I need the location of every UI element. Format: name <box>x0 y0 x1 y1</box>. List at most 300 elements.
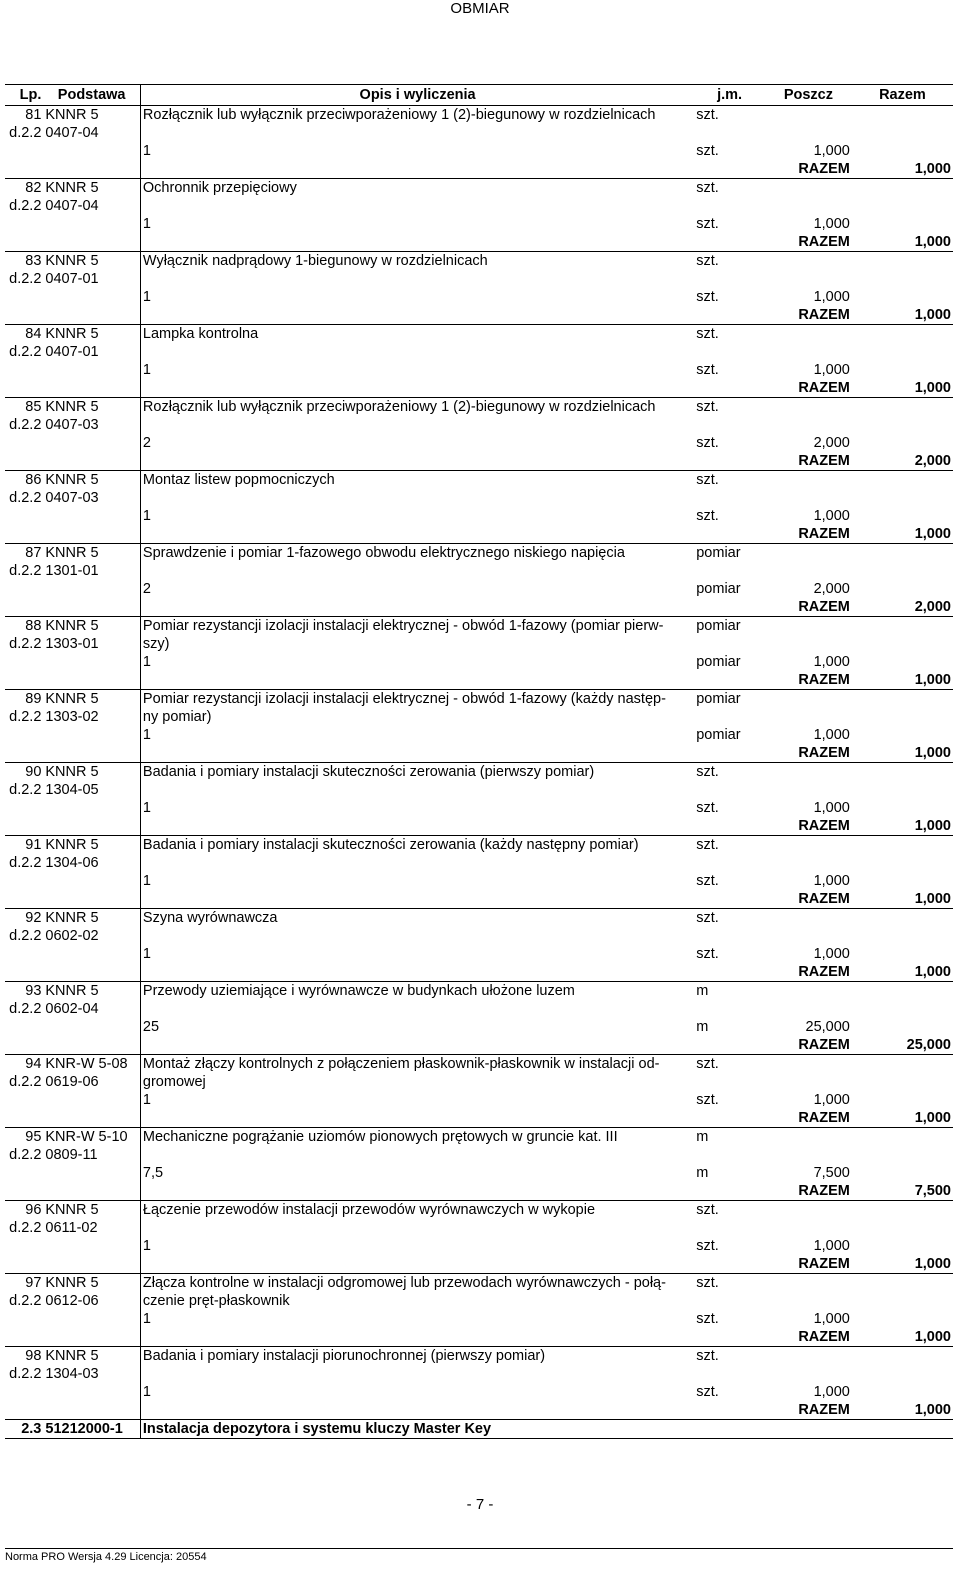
razem-label: RAZEM <box>765 525 852 544</box>
calc-poszcz: 1,000 <box>813 362 850 378</box>
razem-empty <box>43 1328 140 1347</box>
item-razem-cont <box>852 416 953 434</box>
item-poszcz-empty <box>765 690 852 709</box>
calc-empty <box>5 507 43 525</box>
header-opis: Opis i wyliczenia <box>140 85 694 106</box>
item-opis: Montaż złączy kontrolnych z połączeniem płaskownik-płaskownik w instalacji od- <box>140 1055 694 1074</box>
item-opis: Badania i pomiary instalacji skuteczności zerowania (każdy następny pomiar) <box>140 836 694 855</box>
razem-empty <box>43 963 140 982</box>
item-razem-empty <box>852 708 953 726</box>
calc-jm: szt. <box>696 800 719 816</box>
razem-row <box>5 1182 953 1201</box>
calc-poszcz: 1,000 <box>813 1384 850 1400</box>
razem-empty <box>694 1182 765 1201</box>
calc-row <box>5 872 953 890</box>
calc-poszcz: 1,000 <box>813 873 850 889</box>
item-razem-cont <box>852 124 953 142</box>
item-poszcz-empty <box>765 106 852 125</box>
calc-qty: 2 <box>140 580 694 598</box>
item-poszcz-empty <box>765 544 852 563</box>
calc-empty <box>852 507 953 525</box>
item-poszcz <box>765 635 852 653</box>
footer-divider <box>5 1548 953 1549</box>
razem-empty <box>694 525 765 544</box>
item-jm2 <box>694 1073 765 1091</box>
item-poszcz-empty <box>765 1201 852 1220</box>
item-opis: Lampka kontrolna <box>140 325 694 344</box>
item-jm2 <box>694 1292 765 1310</box>
item-opis-cont <box>140 562 694 580</box>
item-lp: 95 <box>25 1129 42 1145</box>
item-jm: szt. <box>696 1056 719 1072</box>
razem-empty <box>43 598 140 617</box>
calc-empty <box>43 507 140 525</box>
item-lp-sub: d.2.2 <box>9 782 42 798</box>
razem-empty <box>5 525 43 544</box>
item-opis: Wyłącznik nadprądowy 1-biegunowy w rozdzielnicach <box>140 252 694 271</box>
item-opis-cont <box>140 781 694 799</box>
section-row <box>5 1420 953 1439</box>
item-lp-sub: d.2.2 <box>9 1147 42 1163</box>
item-razem-cont <box>852 1219 953 1237</box>
item-poszcz-cont <box>765 927 852 945</box>
item-lp: 87 <box>25 545 42 561</box>
item-razem-empty <box>852 982 953 1001</box>
item-row-cont <box>5 343 953 361</box>
razem-value: 1,000 <box>852 963 953 982</box>
calc-row <box>5 945 953 963</box>
razem-label: RAZEM <box>765 963 852 982</box>
razem-label: RAZEM <box>765 379 852 398</box>
razem-empty <box>43 1401 140 1420</box>
razem-empty <box>140 1036 694 1055</box>
item-opis: Rozłącznik lub wyłącznik przeciwporażeniowy 1 (2)-biegunowy w rozdzielnicach <box>140 106 694 125</box>
calc-empty <box>43 434 140 452</box>
item-lp-sub: d.2.2 <box>9 417 42 433</box>
header-razem: Razem <box>852 85 953 106</box>
razem-label: RAZEM <box>765 1109 852 1128</box>
calc-qty: 1 <box>140 726 694 744</box>
calc-empty <box>5 1310 43 1328</box>
item-opis-cont <box>140 1219 694 1237</box>
razem-empty <box>5 379 43 398</box>
item-poszcz-empty <box>765 325 852 344</box>
calc-empty <box>852 945 953 963</box>
calc-row <box>5 142 953 160</box>
item-poszcz-cont <box>765 1219 852 1237</box>
item-jm: m <box>696 1129 709 1145</box>
calc-empty <box>852 361 953 379</box>
item-lp: 90 <box>25 764 42 780</box>
item-jm: szt. <box>696 399 719 415</box>
item-razem-empty <box>852 1055 953 1074</box>
calc-jm: m <box>696 1019 709 1035</box>
calc-qty: 1 <box>140 1383 694 1401</box>
item-row <box>5 106 953 125</box>
calc-empty <box>852 1310 953 1328</box>
razem-label: RAZEM <box>765 671 852 690</box>
calc-row <box>5 1091 953 1109</box>
item-podstawa: KNNR 5 <box>45 326 99 342</box>
calc-empty <box>852 434 953 452</box>
item-jm-cont <box>694 197 765 215</box>
item-row-cont <box>5 781 953 799</box>
calc-qty: 1 <box>140 361 694 379</box>
item-poszcz-cont <box>765 343 852 361</box>
calc-empty <box>43 580 140 598</box>
item-razem-cont <box>852 1000 953 1018</box>
item-poszcz-cont <box>765 562 852 580</box>
razem-empty <box>694 1036 765 1055</box>
razem-empty <box>140 1328 694 1347</box>
calc-empty <box>43 872 140 890</box>
item-row <box>5 617 953 636</box>
item-poszcz-empty <box>765 763 852 782</box>
item-podstawa: KNNR 5 <box>45 180 99 196</box>
razem-empty <box>140 1255 694 1274</box>
razem-row <box>5 1109 953 1128</box>
razem-empty <box>5 817 43 836</box>
item-jm2 <box>694 708 765 726</box>
razem-empty <box>694 671 765 690</box>
item-jm-cont <box>694 1219 765 1237</box>
item-opis: Pomiar rezystancji izolacji instalacji elektrycznej - obwód 1-fazowy (każdy następ- <box>140 690 694 709</box>
item-row <box>5 909 953 928</box>
item-podstawa: KNNR 5 <box>45 399 99 415</box>
razem-row <box>5 598 953 617</box>
item-opis: Badania i pomiary instalacji skuteczności zerowania (pierwszy pomiar) <box>140 763 694 782</box>
razem-empty <box>694 963 765 982</box>
item-lp: 86 <box>25 472 42 488</box>
razem-value: 1,000 <box>852 233 953 252</box>
calc-empty <box>852 580 953 598</box>
razem-empty <box>694 1255 765 1274</box>
item-podstawa: KNNR 5 <box>45 1202 99 1218</box>
razem-label: RAZEM <box>765 452 852 471</box>
razem-empty <box>694 598 765 617</box>
item-podstawa: KNNR 5 <box>45 1348 99 1364</box>
calc-jm: szt. <box>696 1092 719 1108</box>
item-opis-cont <box>140 1000 694 1018</box>
calc-poszcz: 1,000 <box>813 289 850 305</box>
item-row <box>5 1055 953 1074</box>
item-jm: szt. <box>696 1348 719 1364</box>
item-poszcz-empty <box>765 982 852 1001</box>
calc-empty <box>5 653 43 671</box>
calc-row <box>5 215 953 233</box>
razem-empty <box>43 744 140 763</box>
item-razem-empty <box>852 1292 953 1310</box>
razem-empty <box>694 233 765 252</box>
section-lp: 2.3 <box>5 1420 43 1439</box>
item-lp: 82 <box>25 180 42 196</box>
header-jm: j.m. <box>694 85 765 106</box>
razem-label: RAZEM <box>765 1401 852 1420</box>
razem-empty <box>140 890 694 909</box>
razem-value: 1,000 <box>852 744 953 763</box>
item-podstawa-sub: 1304-05 <box>45 782 99 798</box>
item-razem-cont <box>852 562 953 580</box>
item-jm-cont <box>694 1000 765 1018</box>
item-podstawa: KNNR 5 <box>45 691 99 707</box>
item-row-cont <box>5 1292 953 1310</box>
item-opis-cont <box>140 1365 694 1383</box>
item-razem-empty <box>852 836 953 855</box>
item-row-cont <box>5 489 953 507</box>
razem-empty <box>140 233 694 252</box>
item-row-cont <box>5 1073 953 1091</box>
item-row-cont <box>5 270 953 288</box>
calc-poszcz: 1,000 <box>813 727 850 743</box>
item-lp-sub: d.2.2 <box>9 1293 42 1309</box>
item-jm: szt. <box>696 837 719 853</box>
razem-empty <box>43 525 140 544</box>
razem-empty <box>694 379 765 398</box>
item-poszcz-empty <box>765 1128 852 1147</box>
item-lp-sub: d.2.2 <box>9 855 42 871</box>
item-opis-cont <box>140 1146 694 1164</box>
razem-row <box>5 817 953 836</box>
item-lp-sub: d.2.2 <box>9 1001 42 1017</box>
calc-empty <box>43 1018 140 1036</box>
calc-qty: 1 <box>140 872 694 890</box>
item-row-cont <box>5 854 953 872</box>
item-podstawa-sub: 0407-03 <box>45 417 99 433</box>
calc-empty <box>852 653 953 671</box>
calc-jm: szt. <box>696 435 719 451</box>
item-razem-empty <box>852 1201 953 1220</box>
item-jm: szt. <box>696 472 719 488</box>
calc-empty <box>5 945 43 963</box>
calc-jm: pomiar <box>696 727 741 743</box>
calc-empty <box>43 142 140 160</box>
item-poszcz-cont <box>765 1365 852 1383</box>
calc-poszcz: 2,000 <box>813 581 850 597</box>
calc-empty <box>43 726 140 744</box>
section-opis: Instalacja depozytora i systemu kluczy Master Key <box>140 1420 953 1439</box>
item-lp-sub: d.2.2 <box>9 271 42 287</box>
razem-row <box>5 671 953 690</box>
item-row <box>5 1201 953 1220</box>
calc-empty <box>43 1383 140 1401</box>
item-opis-cont: ny pomiar) <box>140 708 694 726</box>
item-jm: szt. <box>696 107 719 123</box>
item-jm-cont <box>694 927 765 945</box>
item-lp-sub: d.2.2 <box>9 1074 42 1090</box>
calc-empty <box>43 1310 140 1328</box>
section-podstawa: 51212000-1 <box>43 1420 140 1439</box>
calc-empty <box>852 215 953 233</box>
item-podstawa-sub: 0407-01 <box>45 271 99 287</box>
item-razem-cont <box>852 343 953 361</box>
razem-value: 1,000 <box>852 1109 953 1128</box>
item-jm-cont <box>694 270 765 288</box>
calc-empty <box>43 1237 140 1255</box>
item-poszcz <box>765 1073 852 1091</box>
item-podstawa: KNNR 5 <box>45 545 99 561</box>
calc-qty: 1 <box>140 945 694 963</box>
calc-row <box>5 288 953 306</box>
item-podstawa: KNR-W 5-10 <box>45 1129 128 1145</box>
razem-row <box>5 1401 953 1420</box>
razem-empty <box>43 1182 140 1201</box>
razem-empty <box>5 160 43 179</box>
item-poszcz-cont <box>765 416 852 434</box>
item-jm: szt. <box>696 910 719 926</box>
item-jm: szt. <box>696 1202 719 1218</box>
calc-empty <box>5 872 43 890</box>
calc-empty <box>43 288 140 306</box>
calc-jm: szt. <box>696 1238 719 1254</box>
item-lp: 93 <box>25 983 42 999</box>
calc-empty <box>5 288 43 306</box>
item-poszcz-empty <box>765 1274 852 1293</box>
razem-empty <box>5 306 43 325</box>
calc-empty <box>5 142 43 160</box>
calc-qty: 7,5 <box>140 1164 694 1182</box>
razem-row <box>5 525 953 544</box>
item-podstawa: KNNR 5 <box>45 253 99 269</box>
razem-label: RAZEM <box>765 817 852 836</box>
calc-poszcz: 25,000 <box>805 1019 850 1035</box>
calc-row <box>5 1310 953 1328</box>
calc-qty: 25 <box>140 1018 694 1036</box>
calc-row <box>5 1164 953 1182</box>
calc-jm: szt. <box>696 289 719 305</box>
calc-empty <box>852 142 953 160</box>
calc-poszcz: 1,000 <box>813 946 850 962</box>
item-razem-empty <box>852 398 953 417</box>
item-lp: 96 <box>25 1202 42 1218</box>
item-opis: Przewody uziemiające i wyrównawcze w budynkach ułożone luzem <box>140 982 694 1001</box>
razem-empty <box>5 1328 43 1347</box>
calc-empty <box>852 288 953 306</box>
razem-label: RAZEM <box>765 1255 852 1274</box>
item-opis: Szyna wyrównawcza <box>140 909 694 928</box>
item-razem-cont <box>852 270 953 288</box>
item-poszcz-cont <box>765 124 852 142</box>
razem-label: RAZEM <box>765 1328 852 1347</box>
item-podstawa: KNNR 5 <box>45 1275 99 1291</box>
item-jm: m <box>696 983 709 999</box>
item-lp-sub: d.2.2 <box>9 1220 42 1236</box>
item-row <box>5 982 953 1001</box>
calc-row <box>5 653 953 671</box>
item-poszcz-empty <box>765 909 852 928</box>
razem-row <box>5 744 953 763</box>
razem-value: 1,000 <box>852 671 953 690</box>
footer-version: Norma PRO Wersja 4.29 Licencja: 20554 <box>5 1551 207 1563</box>
calc-qty: 1 <box>140 1310 694 1328</box>
item-razem-cont <box>852 927 953 945</box>
item-razem-empty <box>852 909 953 928</box>
calc-empty <box>852 1091 953 1109</box>
item-jm-cont <box>694 416 765 434</box>
razem-row <box>5 379 953 398</box>
item-lp-sub: d.2.2 <box>9 490 42 506</box>
razem-label: RAZEM <box>765 744 852 763</box>
razem-empty <box>140 598 694 617</box>
razem-label: RAZEM <box>765 1182 852 1201</box>
razem-empty <box>140 671 694 690</box>
calc-jm: szt. <box>696 873 719 889</box>
item-podstawa: KNNR 5 <box>45 618 99 634</box>
item-poszcz-cont <box>765 1146 852 1164</box>
calc-poszcz: 7,500 <box>813 1165 850 1181</box>
calc-jm: szt. <box>696 508 719 524</box>
item-row <box>5 1128 953 1147</box>
item-lp-sub: d.2.2 <box>9 1366 42 1382</box>
item-podstawa-sub: 0407-03 <box>45 490 99 506</box>
calc-qty: 2 <box>140 434 694 452</box>
calc-poszcz: 1,000 <box>813 654 850 670</box>
item-podstawa-sub: 1301-01 <box>45 563 99 579</box>
item-jm-cont <box>694 562 765 580</box>
item-podstawa-sub: 0407-04 <box>45 125 99 141</box>
item-lp: 91 <box>25 837 42 853</box>
item-jm-cont <box>694 854 765 872</box>
item-lp: 83 <box>25 253 42 269</box>
item-row <box>5 763 953 782</box>
razem-empty <box>5 1182 43 1201</box>
razem-empty <box>5 890 43 909</box>
razem-empty <box>5 671 43 690</box>
item-lp: 85 <box>25 399 42 415</box>
razem-empty <box>140 817 694 836</box>
item-razem-empty <box>852 471 953 490</box>
item-row-cont <box>5 1000 953 1018</box>
calc-poszcz: 1,000 <box>813 800 850 816</box>
item-razem-empty <box>852 106 953 125</box>
calc-empty <box>5 1237 43 1255</box>
item-opis: Ochronnik przepięciowy <box>140 179 694 198</box>
item-lp-sub: d.2.2 <box>9 344 42 360</box>
item-podstawa-sub: 0611-02 <box>45 1220 98 1236</box>
item-lp: 89 <box>25 691 42 707</box>
item-opis-cont <box>140 489 694 507</box>
item-lp: 81 <box>25 107 42 123</box>
calc-empty <box>852 726 953 744</box>
item-podstawa: KNNR 5 <box>45 910 99 926</box>
item-jm: szt. <box>696 764 719 780</box>
item-jm: pomiar <box>696 691 741 707</box>
item-lp-sub: d.2.2 <box>9 563 42 579</box>
razem-value: 1,000 <box>852 1255 953 1274</box>
razem-label: RAZEM <box>765 598 852 617</box>
calc-row <box>5 726 953 744</box>
razem-value: 1,000 <box>852 1328 953 1347</box>
item-lp-sub: d.2.2 <box>9 709 42 725</box>
razem-value: 1,000 <box>852 379 953 398</box>
calc-empty <box>5 361 43 379</box>
item-poszcz-empty <box>765 179 852 198</box>
calc-row <box>5 434 953 452</box>
razem-empty <box>140 525 694 544</box>
item-row <box>5 179 953 198</box>
item-lp-sub: d.2.2 <box>9 928 42 944</box>
item-poszcz-cont <box>765 489 852 507</box>
calc-poszcz: 1,000 <box>813 508 850 524</box>
calc-jm: szt. <box>696 1311 719 1327</box>
item-razem-empty <box>852 1128 953 1147</box>
item-jm: szt. <box>696 180 719 196</box>
item-podstawa-sub: 0602-04 <box>45 1001 99 1017</box>
razem-empty <box>43 160 140 179</box>
razem-label: RAZEM <box>765 160 852 179</box>
razem-empty <box>694 890 765 909</box>
calc-jm: pomiar <box>696 581 741 597</box>
item-jm-cont <box>694 781 765 799</box>
